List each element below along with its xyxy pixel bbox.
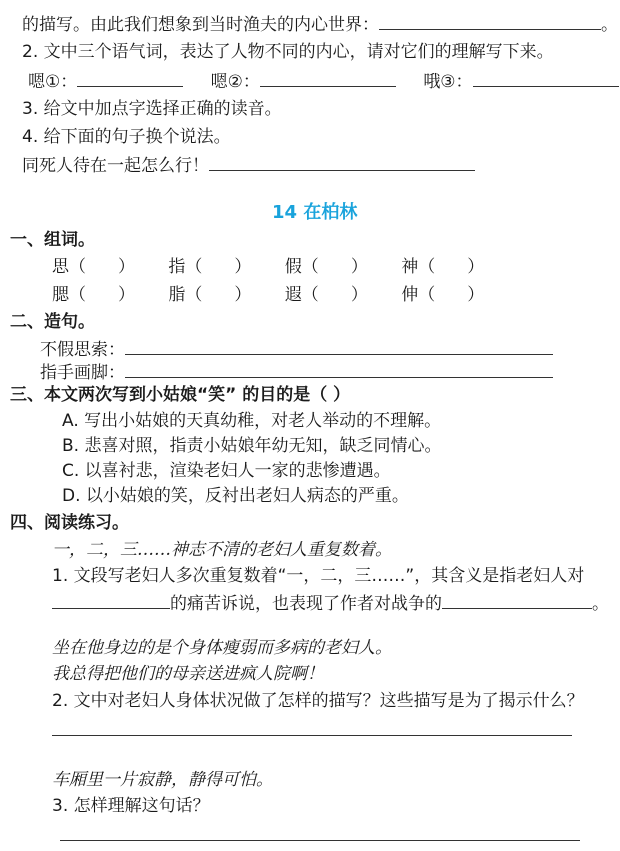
answer-blank[interactable] — [260, 68, 396, 87]
section-4-heading: 四、阅读练习。 — [10, 513, 129, 533]
question-3: 3. 给文中加点字选择正确的读音。 — [22, 99, 282, 119]
section-3-heading: 三、本文两次写到小姑娘“笑” 的目的是（ ） — [10, 385, 351, 405]
answer-line[interactable] — [60, 840, 580, 841]
reading-q1-b: 的痛苦诉说，也表现了作者对战争的 。 — [52, 590, 609, 616]
quote-2a: 坐在他身边的是个身体瘦弱而多病的老妇人。 — [52, 638, 392, 658]
quote-2b: 我总得把他们的母亲送进疯人院啊！ — [52, 664, 324, 684]
sentence-phrase-2: 指手画脚： — [40, 359, 553, 385]
answer-blank[interactable] — [379, 11, 601, 30]
quote-1: 一，二，三……神志不清的老妇人重复数着。 — [52, 540, 392, 560]
option-a[interactable]: A. 写出小姑娘的天真幼稚，对老人举动的不理解。 — [62, 411, 442, 431]
section-2-heading: 二、造句。 — [10, 312, 95, 332]
answer-blank[interactable] — [77, 68, 183, 87]
option-b[interactable]: B. 悲喜对照，指责小姑娘年幼无知，缺乏同情心。 — [62, 436, 442, 456]
answer-blank[interactable] — [209, 152, 475, 171]
question-2: 2. 文中三个语气词，表达了人物不同的内心，请对它们的理解写下来。 — [22, 42, 554, 62]
option-c[interactable]: C. 以喜衬悲，渲染老妇人一家的悲惨遭遇。 — [62, 461, 391, 481]
answer-blank[interactable] — [442, 590, 592, 609]
answer-blank[interactable] — [125, 336, 553, 355]
option-d[interactable]: D. 以小姑娘的笑，反衬出老妇人病态的严重。 — [62, 486, 409, 506]
reading-q2: 2. 文中对老妇人身体状况做了怎样的描写？这些描写是为了揭示什么？ — [52, 691, 584, 711]
question-4-sentence: 同死人待在一起怎么行！ — [22, 152, 475, 178]
line1: 的描写。由此我们想象到当时渔夫的内心世界： 。 — [22, 11, 618, 37]
answer-line[interactable] — [52, 735, 572, 736]
modal-particles-row: 嗯①： 嗯②： 哦③： — [28, 68, 619, 94]
word-group-row-2: 腮（ ） 脂（ ） 遐（ ） 伸（ ） — [52, 285, 485, 305]
answer-blank[interactable] — [52, 590, 170, 609]
word-group-row-1: 思（ ） 指（ ） 假（ ） 神（ ） — [52, 257, 485, 277]
sentence-phrase-1: 不假思索： — [40, 336, 553, 362]
reading-q1-a: 1. 文段写老妇人多次重复数着“一，二，三……”，其含义是指老妇人对 — [52, 566, 585, 586]
reading-q3: 3. 怎样理解这句话？ — [52, 796, 210, 816]
question-4: 4. 给下面的句子换个说法。 — [22, 127, 231, 147]
quote-3: 车厢里一片寂静，静得可怕。 — [52, 770, 273, 790]
section-1-heading: 一、组词。 — [10, 230, 95, 250]
answer-blank[interactable] — [125, 359, 553, 378]
lesson-title: 14 在柏林 — [272, 202, 358, 223]
answer-blank[interactable] — [473, 68, 619, 87]
